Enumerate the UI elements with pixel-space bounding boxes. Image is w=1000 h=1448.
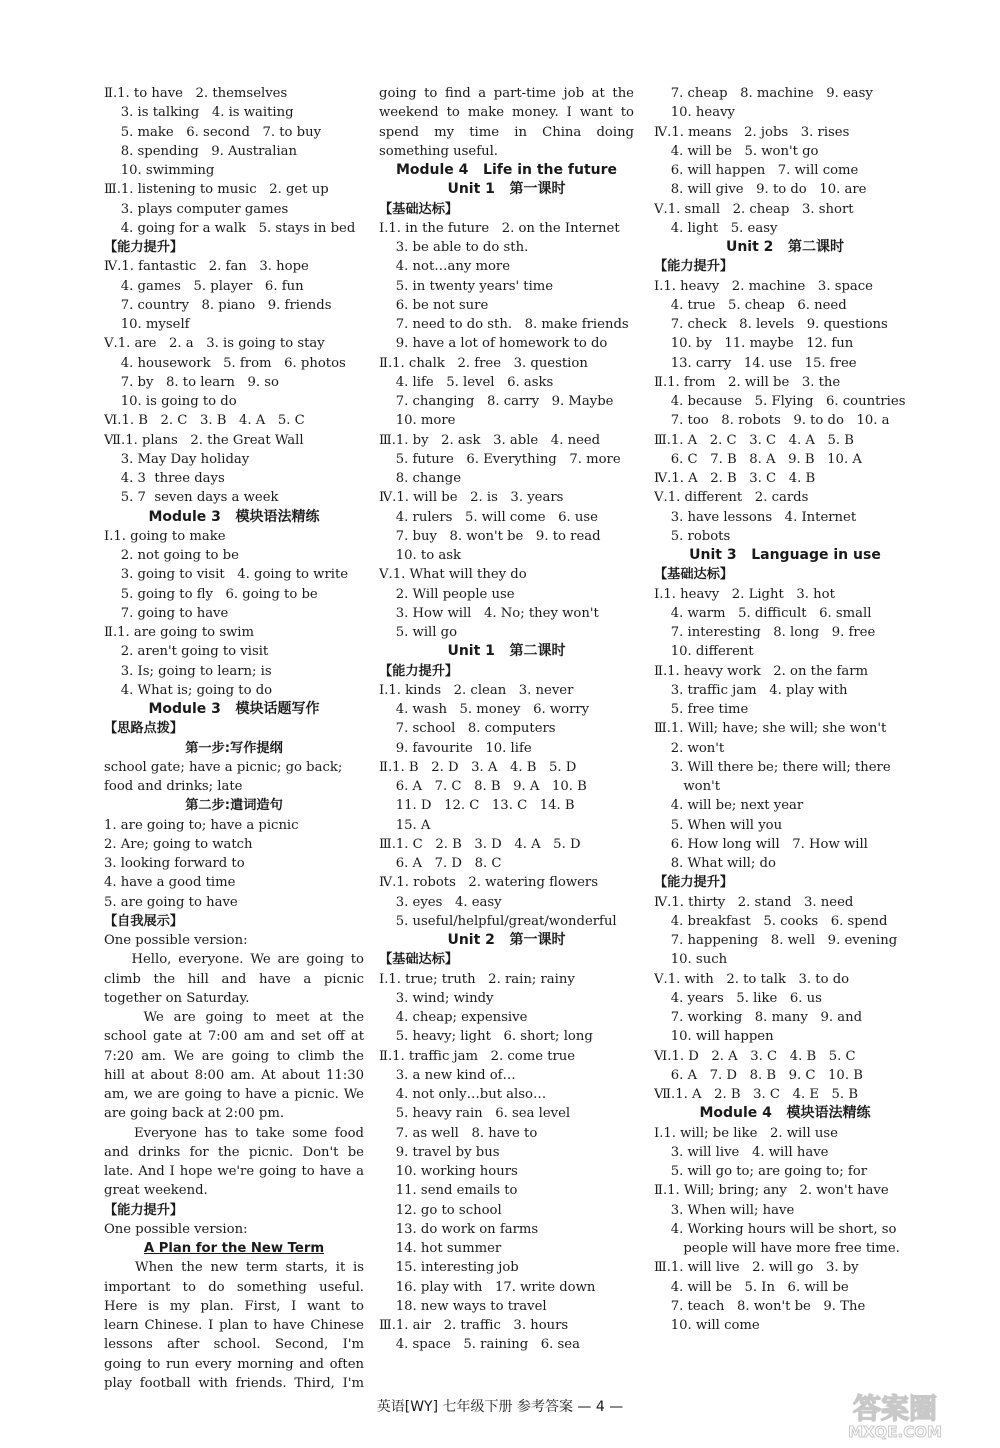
answer-line: 7. check 8. levels 9. questions: [654, 317, 888, 332]
answer-line: 6. A 7. D 8. B 9. C 10. B: [654, 1067, 863, 1083]
answer-line: 5. useful/helpful/great/wonderful: [379, 913, 617, 929]
answer-line: spend my time in China doing: [379, 124, 634, 140]
answer-line: Ⅲ.1. Will; have; she will; she won't: [654, 721, 887, 737]
section-heading: 【能力提升】: [104, 1202, 184, 1218]
answer-line: 10. will happen: [654, 1029, 774, 1045]
section-heading: A Plan for the New Term: [143, 1241, 325, 1256]
answer-line: Ⅰ.1. going to make: [104, 528, 226, 544]
answer-line: Ⅱ.1. chalk 2. free 3. question: [379, 355, 588, 371]
answer-line: Ⅴ.1. What will they do: [379, 567, 527, 583]
answer-line: 4. rulers 5. will come 6. use: [379, 509, 598, 525]
answer-line: Ⅵ.1. B 2. C 3. B 4. A 5. C: [104, 413, 305, 429]
answer-line: going to find a part-time job at the: [379, 86, 634, 101]
answer-line: 3. will live 4. will have: [654, 1144, 829, 1160]
answer-line: 7:20 am. We are going to climb the: [104, 1048, 364, 1064]
answer-line: Ⅳ.1. thirty 2. stand 3. need: [654, 894, 854, 910]
answer-line: 7. school 8. computers: [379, 721, 556, 737]
answer-line: Ⅰ.1. in the future 2. on the Internet: [379, 220, 620, 236]
answer-line: 6. A 7. D 8. C: [379, 856, 502, 871]
answer-line: 3. plays computer games: [104, 201, 289, 217]
answer-line: 8. spending 9. Australian: [104, 143, 298, 159]
answer-line: 5. free time: [654, 702, 749, 717]
answer-line: together on Saturday.: [104, 990, 250, 1006]
answer-line: Ⅲ.1. air 2. traffic 3. hours: [379, 1318, 569, 1333]
answer-line: Ⅱ.1. Will; bring; any 2. won't have: [654, 1183, 889, 1199]
answer-line: great weekend.: [104, 1183, 208, 1199]
section-heading: Unit 3 Language in use: [689, 547, 881, 563]
answer-line: late. And I hope we're going to have a: [104, 1164, 364, 1179]
answer-line: 7. working 8. many 9. and: [654, 1010, 863, 1025]
answer-line: 10. myself: [104, 317, 190, 332]
answer-line: 11. send emails to: [379, 1183, 518, 1199]
answer-line: 4. breakfast 5. cooks 6. spend: [654, 913, 888, 929]
answer-line: important to do something useful.: [104, 1279, 364, 1295]
answer-line: Ⅲ.1. listening to music 2. get up: [104, 182, 329, 198]
answer-line: 13. carry 14. use 15. free: [654, 355, 857, 371]
answer-line: 4. not…any more: [379, 259, 511, 275]
answer-line: Ⅳ.1. means 2. jobs 3. rises: [654, 124, 850, 140]
answer-line: Ⅰ.1. heavy 2. Light 3. hot: [654, 586, 835, 602]
answer-line: Everyone has to take some food: [104, 1125, 364, 1141]
answer-line: 7. as well 8. have to: [379, 1125, 538, 1141]
page-footer: 英语[WY] 七年级下册 参考答案 — 4 —: [376, 1399, 624, 1415]
answer-line: 13. do work on farms: [379, 1221, 539, 1237]
answer-line: learn Chinese. I plan to have Chinese: [104, 1318, 364, 1333]
answer-line: play football with friends. Third, I'm: [104, 1375, 364, 1391]
answer-line: 4. not only…but also…: [379, 1087, 547, 1102]
answer-line: 4. housework 5. from 6. photos: [104, 355, 346, 371]
svg-text:MXQE.COM: MXQE.COM: [848, 1423, 942, 1440]
answer-line: 5. future 6. Everything 7. more: [379, 451, 621, 467]
section-heading: Module 3 模块话题写作: [148, 701, 320, 717]
answer-line: 4. space 5. raining 6. sea: [379, 1337, 580, 1353]
section-heading: Unit 1 第二课时: [447, 643, 566, 660]
answer-line: are going back at 2:00 pm.: [104, 1106, 285, 1122]
answer-line: 3. When will; have: [654, 1202, 795, 1218]
answer-line: going to run every morning and often: [104, 1356, 364, 1372]
answer-line: 4. will be 5. won't go: [654, 143, 819, 159]
answer-line: 4. light 5. easy: [654, 220, 778, 236]
answer-line: 6. be not sure: [379, 297, 489, 313]
answer-column-left: [104, 84, 364, 1393]
answer-line: 10. swimming: [104, 163, 215, 178]
answer-line: Here is my plan. First, I want to: [104, 1298, 364, 1314]
answer-line: 3. be able to do sth.: [379, 240, 529, 255]
answer-line: Ⅳ.1. will be 2. is 3. years: [379, 490, 564, 506]
answer-line: Ⅶ.1. plans 2. the Great Wall: [104, 432, 304, 448]
answer-line: 7. cheap 8. machine 9. easy: [654, 86, 873, 101]
answer-line: 6. How long will 7. How will: [654, 836, 868, 852]
answer-line: 4. going for a walk 5. stays in bed: [104, 220, 356, 236]
answer-line: 4. What is; going to do: [104, 682, 273, 698]
answer-line: 3. a new kind of…: [379, 1067, 516, 1083]
answer-line: 9. travel by bus: [379, 1144, 500, 1160]
section-heading: 【能力提升】: [654, 875, 734, 891]
answer-line: 10. will come: [654, 1318, 760, 1333]
answer-line: 2. won't: [654, 740, 725, 756]
answer-line: weekend to make money. I want to: [379, 105, 634, 121]
answer-line: 5. will go to; are going to; for: [654, 1164, 868, 1179]
answer-line: climb the hill and have a picnic: [104, 971, 364, 987]
answer-line: 8. What will; do: [654, 856, 776, 871]
answer-line: 7. changing 8. carry 9. Maybe: [379, 394, 614, 409]
answer-line: lessons after school. Second, I'm: [104, 1337, 364, 1353]
answer-line: 4. 3 three days: [104, 471, 225, 486]
answer-line: Ⅰ.1. true; truth 2. rain; rainy: [379, 971, 575, 987]
answer-line: 12. go to school: [379, 1202, 502, 1218]
answer-line: 3. looking forward to: [104, 856, 245, 871]
answer-line: 18. new ways to travel: [379, 1298, 547, 1314]
answer-line: 10. different: [654, 644, 754, 660]
answer-line: 15. interesting job: [379, 1260, 519, 1276]
answer-line: Ⅶ.1. A 2. B 3. C 4. E 5. B: [654, 1087, 859, 1102]
answer-line: 3. wind; windy: [379, 990, 494, 1006]
answer-column-right: [654, 84, 916, 1335]
answer-column-middle: [379, 84, 634, 1355]
answer-line: 4. cheap; expensive: [379, 1010, 528, 1025]
answer-line: hill at about 8:00 am. At about 11:30: [104, 1067, 364, 1083]
answer-line: 3. Will there be; there will; there: [654, 759, 891, 775]
answer-line: 4. life 5. level 6. asks: [379, 374, 554, 390]
answer-line: Ⅳ.1. A 2. B 3. C 4. B: [654, 471, 816, 486]
answer-line: 7. country 8. piano 9. friends: [104, 297, 332, 313]
answer-line: 10. such: [654, 952, 728, 968]
section-heading: 【能力提升】: [104, 240, 184, 255]
answer-line: 5. will go: [379, 625, 458, 640]
answer-line: Hello, everyone. We are going to: [104, 952, 364, 968]
answer-line: 7. happening 8. well 9. evening: [654, 933, 898, 948]
answer-line: Ⅰ.1. kinds 2. clean 3. never: [379, 682, 574, 698]
section-heading: Unit 2 第二课时: [725, 239, 845, 255]
answer-line: 3. Is; going to learn; is: [104, 663, 272, 679]
answer-line: 7. need to do sth. 8. make friends: [379, 317, 629, 332]
answer-line: 7. too 8. robots 9. to do 10. a: [654, 413, 890, 429]
answer-line: Ⅱ.1. are going to swim: [104, 625, 255, 640]
section-heading: Module 3 模块语法精练: [148, 508, 320, 525]
answer-line: 4. will be; next year: [654, 798, 804, 814]
answer-line: 4. true 5. cheap 6. need: [654, 297, 847, 313]
section-heading: Module 4 Life in the future: [395, 162, 618, 178]
answer-line: 5. heavy rain 6. sea level: [379, 1106, 571, 1122]
answer-line: 2. Will people use: [379, 586, 515, 602]
answer-line: school gate at 7:00 am and set off at: [104, 1029, 364, 1045]
section-heading: Unit 1 第一课时: [447, 181, 566, 198]
answer-line: When the new term starts, it is: [104, 1260, 364, 1276]
answer-line: Ⅳ.1. robots 2. watering flowers: [379, 875, 598, 891]
answer-line: 10. heavy: [654, 105, 735, 121]
answer-line: 2. not going to be: [104, 548, 239, 563]
answer-line: 10. more: [379, 413, 456, 429]
answer-line: 11. D 12. C 13. C 14. B: [379, 798, 575, 814]
section-heading: 【基础达标】: [379, 201, 459, 217]
answer-line: Ⅴ.1. with 2. to talk 3. to do: [654, 971, 850, 987]
answer-line: Ⅰ.1. will; be like 2. will use: [654, 1125, 838, 1141]
answer-line: 4. because 5. Flying 6. countries: [654, 394, 906, 409]
svg-text:答案圈: 答案圈: [852, 1392, 938, 1425]
answer-line: One possible version:: [104, 933, 248, 948]
section-heading: 第一步:写作提纲: [185, 740, 283, 756]
answer-line: am, we are going to have a picnic. We: [104, 1087, 364, 1102]
answer-line: 3. have lessons 4. Internet: [654, 509, 857, 525]
answer-line: 5. going to fly 6. going to be: [104, 586, 318, 602]
answer-line: 7. going to have: [104, 605, 229, 621]
answer-line: Ⅱ.1. heavy work 2. on the farm: [654, 663, 869, 679]
answer-line: 5. make 6. second 7. to buy: [104, 124, 322, 140]
section-heading: 【自我展示】: [104, 913, 184, 929]
section-heading: 【能力提升】: [654, 259, 734, 275]
answer-line: 9. have a lot of homework to do: [379, 336, 608, 352]
answer-line: Ⅲ.1. will live 2. will go 3. by: [654, 1260, 859, 1276]
answer-line: 3. traffic jam 4. play with: [654, 682, 848, 698]
answer-line: One possible version:: [104, 1221, 248, 1237]
answer-line: Ⅴ.1. small 2. cheap 3. short: [654, 201, 854, 217]
answer-line: 7. buy 8. won't be 9. to read: [379, 528, 601, 544]
answer-line: 4. games 5. player 6. fun: [104, 278, 304, 294]
answer-line: Ⅰ.1. heavy 2. machine 3. space: [654, 278, 873, 294]
section-heading: Unit 2 第一课时: [447, 932, 566, 948]
answer-line: 5. are going to have: [104, 894, 238, 910]
answer-line: 3. is talking 4. is waiting: [104, 105, 294, 121]
answer-line: We are going to meet at the: [104, 1010, 364, 1025]
answer-line: 4. years 5. like 6. us: [654, 990, 822, 1006]
answer-line: 14. hot summer: [379, 1241, 502, 1256]
answer-line: 6. A 7. C 8. B 9. A 10. B: [379, 779, 587, 794]
answer-line: school gate; have a picnic; go back;: [104, 759, 343, 775]
section-heading: 【基础达标】: [379, 952, 459, 968]
section-heading: 【基础达标】: [654, 567, 734, 583]
answer-line: 16. play with 17. write down: [379, 1279, 596, 1295]
answer-line: 7. teach 8. won't be 9. The: [654, 1298, 866, 1314]
answer-line: people will have more free time.: [654, 1241, 900, 1256]
answer-line: 10. is going to do: [104, 394, 237, 409]
answer-line: 3. eyes 4. easy: [379, 894, 502, 910]
answer-line: 1. are going to; have a picnic: [104, 817, 299, 833]
answer-line: Ⅱ.1. to have 2. themselves: [104, 86, 288, 101]
answer-line: 6. C 7. B 8. A 9. B 10. A: [654, 451, 862, 467]
answer-line: Ⅱ.1. B 2. D 3. A 4. B 5. D: [379, 759, 577, 775]
answer-line: 4. wash 5. money 6. worry: [379, 702, 590, 717]
answer-line: Ⅲ.1. C 2. B 3. D 4. A 5. D: [379, 836, 581, 852]
answer-line: Ⅳ.1. fantastic 2. fan 3. hope: [104, 259, 309, 275]
answer-line: 7. by 8. to learn 9. so: [104, 374, 279, 390]
answer-line: Ⅱ.1. from 2. will be 3. the: [654, 374, 841, 390]
answer-line: won't: [654, 779, 720, 794]
answer-line: 4. will be 5. In 6. will be: [654, 1279, 849, 1295]
answer-line: 8. will give 9. to do 10. are: [654, 182, 867, 198]
watermark-logo: [820, 1388, 970, 1440]
answer-line: something useful.: [379, 143, 499, 159]
answer-line: Ⅲ.1. A 2. C 3. C 4. A 5. B: [654, 432, 855, 448]
answer-line: 3. How will 4. No; they won't: [379, 605, 599, 621]
answer-line: 5. When will you: [654, 817, 783, 833]
answer-line: 7. interesting 8. long 9. free: [654, 625, 876, 640]
answer-line: 15. A: [379, 817, 431, 833]
answer-line: 3. May Day holiday: [104, 451, 250, 467]
answer-line: 4. have a good time: [104, 875, 236, 891]
answer-line: 5. in twenty years' time: [379, 278, 554, 294]
answer-line: 2. aren't going to visit: [104, 644, 269, 660]
answer-line: 2. Are; going to watch: [104, 836, 253, 852]
answer-line: Ⅱ.1. traffic jam 2. come true: [379, 1048, 576, 1064]
section-heading: Module 4 模块语法精练: [699, 1105, 871, 1122]
answer-line: 8. change: [379, 471, 462, 486]
section-heading: 【思路点拨】: [104, 721, 184, 737]
answer-line: 3. going to visit 4. going to write: [104, 567, 349, 583]
answer-line: 10. working hours: [379, 1164, 518, 1179]
answer-line: 10. by 11. maybe 12. fun: [654, 336, 854, 352]
answer-line: 4. Working hours will be short, so: [654, 1221, 897, 1237]
answer-line: 5. 7 seven days a week: [104, 490, 279, 506]
answer-line: Ⅴ.1. are 2. a 3. is going to stay: [104, 336, 325, 352]
answer-line: and drinks for the picnic. Don't be: [104, 1144, 364, 1160]
section-heading: 第二步:遣词造句: [185, 798, 283, 814]
answer-line: Ⅴ.1. different 2. cards: [654, 490, 809, 506]
section-heading: 【能力提升】: [379, 663, 459, 679]
answer-line: 9. favourite 10. life: [379, 740, 532, 756]
answer-line: food and drinks; late: [104, 779, 243, 794]
answer-line: Ⅲ.1. by 2. ask 3. able 4. need: [379, 432, 601, 448]
answer-line: 6. will happen 7. will come: [654, 163, 859, 178]
answer-line: 10. to ask: [379, 548, 461, 563]
answer-line: 5. heavy; light 6. short; long: [379, 1029, 593, 1045]
answer-line: 5. robots: [654, 528, 731, 544]
answer-line: 4. warm 5. difficult 6. small: [654, 605, 872, 621]
answer-line: Ⅵ.1. D 2. A 3. C 4. B 5. C: [654, 1048, 856, 1064]
